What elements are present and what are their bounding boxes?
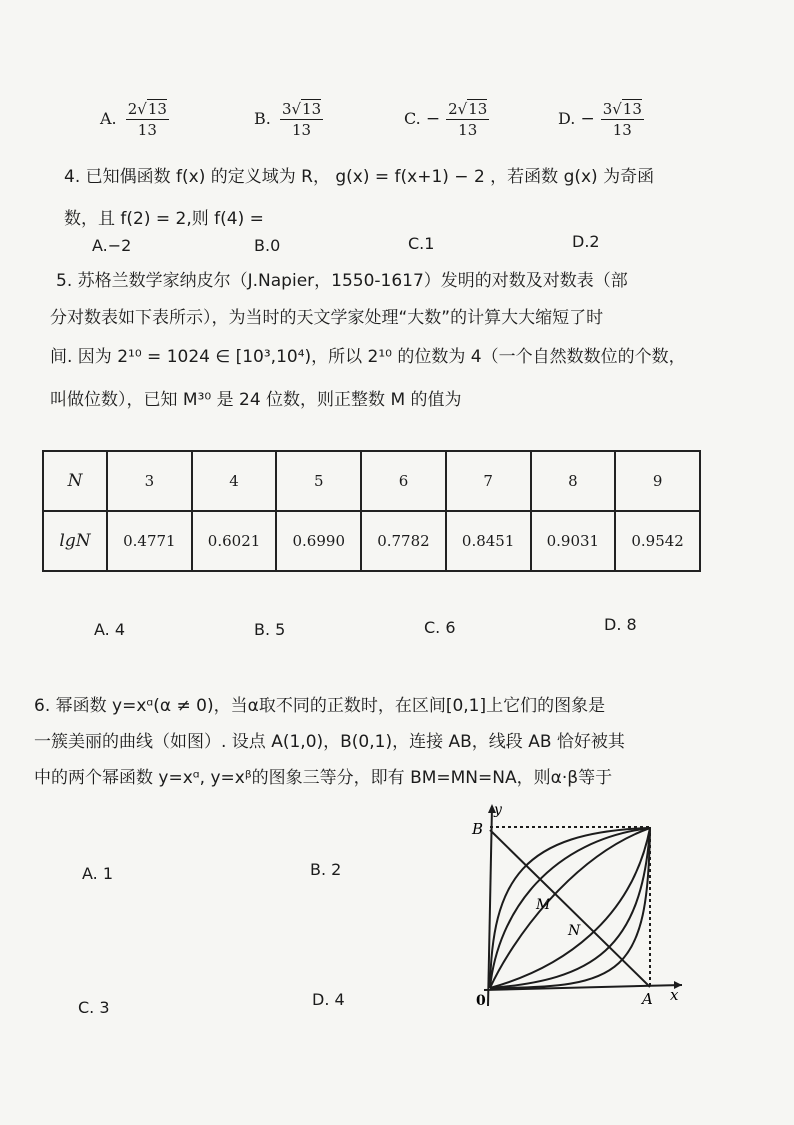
q4-option-d: D.2	[572, 232, 600, 251]
q3-option-d	[558, 100, 644, 139]
q4-line-2: 数，且 f(2) = 2,则 f(4) =	[64, 209, 264, 229]
table-cell: 0.7782	[361, 511, 446, 571]
denominator: 13	[612, 121, 632, 139]
table-cell: 4	[192, 451, 277, 511]
table-cell: 0.9031	[531, 511, 616, 571]
q3-option-c	[404, 100, 489, 139]
q5-option-b: B. 5	[254, 620, 286, 639]
radicand: 13	[302, 100, 322, 118]
q6-option-a: A. 1	[82, 864, 114, 883]
log-table	[42, 450, 701, 572]
point-a-label: A	[642, 990, 653, 1008]
table-row	[43, 511, 700, 571]
q6-line-2: 一簇美丽的曲线（如图）. 设点 A(1,0)，B(0,1)，连接 AB，线段 AB 恰好被其	[34, 732, 625, 752]
fraction: $\frac{2√13}{13}$	[127, 100, 167, 139]
denominator: 13	[458, 121, 478, 139]
option-letter: B.	[254, 109, 271, 128]
option-letter: A.	[100, 109, 117, 128]
fraction: $\frac{2√13}{13}$	[448, 100, 488, 139]
radicand: 13	[147, 100, 167, 118]
q5-option-d: D. 8	[604, 615, 637, 634]
q5-line-3: 间. 因为 2¹⁰ = 1024 ∈ [10³,10⁴)，所以 2¹⁰ 的位数为 4（一个自然数数位的个数，	[50, 347, 686, 367]
power-function-graph	[462, 800, 692, 1015]
minus-sign: −	[425, 109, 441, 129]
table-cell: 3	[107, 451, 192, 511]
q4-option-b: B.0	[254, 236, 281, 255]
q5-option-c: C. 6	[424, 618, 456, 637]
q4-option-c: C.1	[408, 234, 435, 253]
table-cell: 7	[446, 451, 531, 511]
fraction: $\frac{3√13}{13}$	[281, 100, 322, 139]
q6-line-1: 6. 幂函数 y=xᵅ(α ≠ 0)，当α取不同的正数时，在区间[0,1]上它们的图象是	[34, 696, 606, 716]
option-letter: C.	[404, 109, 421, 128]
table-header-cell: N	[43, 451, 107, 511]
y-axis-label: y	[494, 802, 502, 818]
table-cell: 0.6990	[276, 511, 361, 571]
point-m-label: M	[536, 897, 551, 913]
q5-line-4: 叫做位数），已知 M³⁰ 是 24 位数，则正整数 M 的值为	[50, 390, 462, 410]
point-b-label: B	[472, 820, 484, 838]
table-cell: 9	[615, 451, 700, 511]
q6-option-b: B. 2	[310, 860, 342, 879]
q6-option-d: D. 4	[312, 990, 345, 1009]
coefficient: 2	[448, 100, 458, 118]
denominator: 13	[137, 121, 157, 139]
radicand: 13	[468, 100, 488, 118]
q4-line-1: 4. 已知偶函数 f(x) 的定义域为 R， g(x) = f(x+1) − 2 ，若函数 g(x) 为奇函	[64, 167, 655, 187]
q6-line-3: 中的两个幂函数 y=xᵅ, y=xᵝ的图象三等分，即有 BM=MN=NA，则α·β等于	[34, 768, 613, 788]
q3-option-b	[254, 100, 323, 139]
table-cell: 6	[361, 451, 446, 511]
q6-option-c: C. 3	[78, 998, 110, 1017]
table-cell: 0.4771	[107, 511, 192, 571]
radicand: 13	[622, 100, 642, 118]
origin-label: 0	[476, 993, 486, 1009]
q5-option-a: A. 4	[94, 620, 126, 639]
q5-line-1: 5. 苏格兰数学家纳皮尔（J.Napier，1550-1617）发明的对数及对数表（部	[56, 271, 628, 291]
q3-option-a	[100, 100, 169, 139]
segment-ab	[490, 830, 650, 987]
fraction: $\frac{3√13}{13}$	[602, 100, 642, 139]
table-cell: 5	[276, 451, 361, 511]
table-cell: 0.8451	[446, 511, 531, 571]
coefficient: 3	[602, 100, 613, 118]
point-n-label: N	[568, 923, 581, 939]
table-cell: 8	[531, 451, 616, 511]
table-row	[43, 451, 700, 511]
table-cell: 0.9542	[615, 511, 700, 571]
q5-line-2: 分对数表如下表所示），为当时的天文学家处理“大数”的计算大大缩短了时	[50, 308, 604, 328]
table-header-cell: lgN	[43, 511, 107, 571]
coefficient: 3	[281, 100, 292, 118]
coefficient: 2	[127, 100, 138, 118]
q4-option-a: A.−2	[92, 236, 132, 255]
table-cell: 0.6021	[192, 511, 277, 571]
option-letter: D.	[558, 109, 576, 128]
denominator: 13	[291, 121, 312, 139]
minus-sign: −	[580, 109, 595, 129]
x-axis-label: x	[670, 986, 679, 1004]
